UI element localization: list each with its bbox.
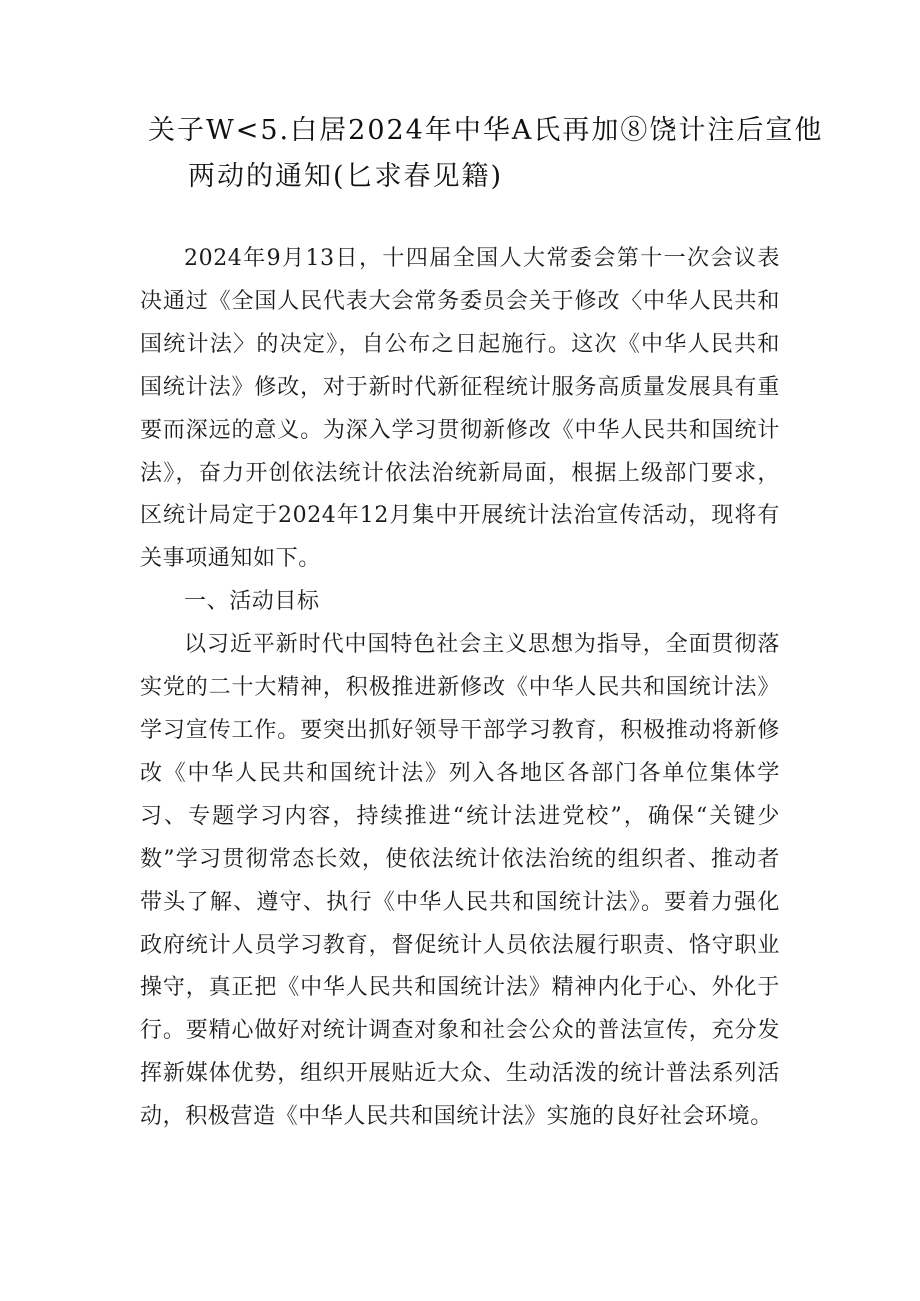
title-line-1: 关子W<5.白居2024年中华A氏再加⑧饶计注后宣他 [148, 115, 824, 146]
document-title [148, 108, 824, 200]
intro-paragraph: 2024年9月13日，十四届全国人大常委会第十一次会议表决通过《全国人民代表大会常务委员会关于修改〈中华人民共和国统计法〉的决定》，自公布之日起施行。这次《中华人民共和国统计法》修改，对于新时代新征程统计服务高质量发展具有重要而深远的意义。为深入学习贯彻新修改《中华人民共和国统计法》，奋力开创依法统计依法治统新局面，根据上级部门要求，区统计局定于2024年12月集中开展统计法治宣传活动，现将有关事项通知如下。 [140, 246, 780, 572]
title-line-2: 两动的通知(匕求春见籍) [188, 161, 504, 192]
section-heading-activity-goals: 一、活动目标 [184, 589, 320, 615]
document-body [140, 238, 780, 1139]
activity-goals-paragraph: 以习近平新时代中国特色社会主义思想为指导，全面贯彻落实党的二十大精神，积极推进新修改《中华人民共和国统计法》学习宣传工作。要突出抓好领导干部学习教育，积极推动将新修改《中华人民共和国统计法》列入各地区各部门各单位集体学习、专题学习内容，持续推进“统计法进党校”，确保“关键少数”学习贯彻常态长效，使依法统计依法治统的组织者、推动者带头了解、遵守、执行《中华人民共和国统计法》。要着力强化政府统计人员学习教育，督促统计人员依法履行职责、恪守职业操守，真正把《中华人民共和国统计法》精神内化于心、外化于行。要精心做好对统计调查对象和社会公众的普法宣传，充分发挥新媒体优势，组织开展贴近大众、生动活泼的统计普法系列活动，积极营造《中华人民共和国统计法》实施的良好社会环境。 [140, 632, 780, 1130]
